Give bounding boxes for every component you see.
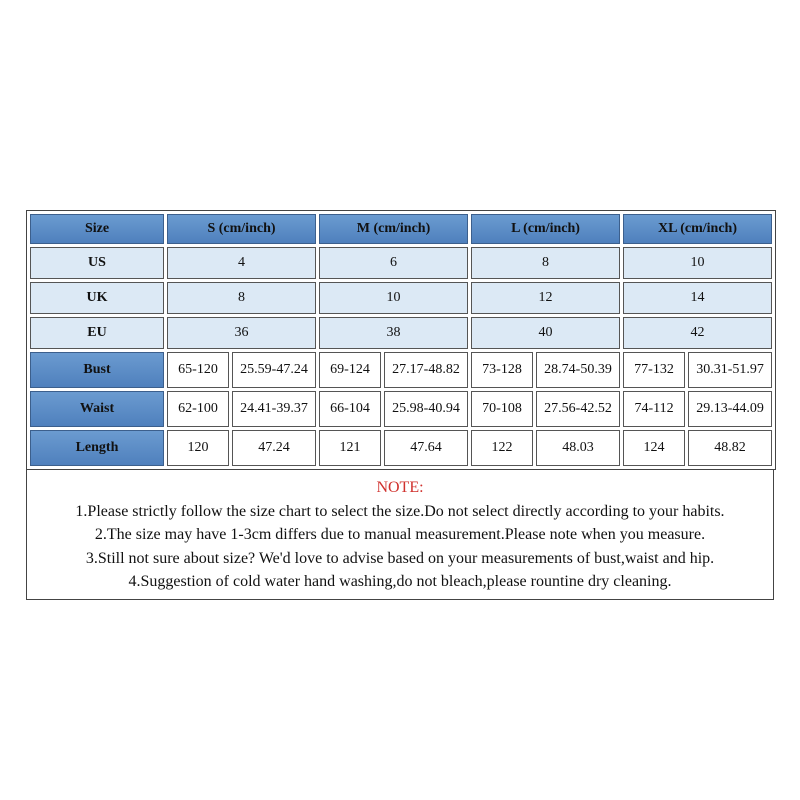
- cell-cm: 69-124: [319, 352, 381, 388]
- row-label: Waist: [30, 391, 164, 427]
- cell: 42: [623, 317, 772, 349]
- cell-inch: 25.59-47.24: [232, 352, 316, 388]
- cell-cm: 122: [471, 430, 533, 466]
- cell-inch: 27.17-48.82: [384, 352, 468, 388]
- note-title: NOTE:: [376, 479, 424, 496]
- cell-inch: 30.31-51.97: [688, 352, 772, 388]
- row-label: UK: [30, 282, 164, 314]
- col-header-l: L (cm/inch): [471, 214, 620, 244]
- note-line-2: 2.The size may have 1-3cm differs due to manual measurement.Please note when you measure.: [94, 526, 706, 543]
- note-line-3: 3.Still not sure about size? We'd love to advise based on your measurements of bust,waist and hip.: [85, 549, 715, 567]
- row-waist: [30, 391, 772, 427]
- cell-inch: 48.82: [688, 430, 772, 466]
- size-table: [26, 210, 776, 470]
- cell-cm: 77-132: [623, 352, 685, 388]
- row-uk: [30, 282, 772, 314]
- cell-inch: 48.03: [536, 430, 620, 466]
- row-us: [30, 247, 772, 279]
- cell: 14: [623, 282, 772, 314]
- cell-cm: 121: [319, 430, 381, 466]
- cell-cm: 66-104: [319, 391, 381, 427]
- cell: 10: [319, 282, 468, 314]
- row-label: US: [30, 247, 164, 279]
- cell-cm: 120: [167, 430, 229, 466]
- header-row: [30, 214, 772, 244]
- cell-inch: 28.74-50.39: [536, 352, 620, 388]
- notes-section: [26, 470, 774, 600]
- note-line-1: 1.Please strictly follow the size chart to select the size.Do not select directly according to your habits.: [75, 502, 725, 520]
- cell-inch: 47.24: [232, 430, 316, 466]
- cell-inch: 29.13-44.09: [688, 391, 772, 427]
- cell: 8: [167, 282, 316, 314]
- cell-cm: 62-100: [167, 391, 229, 427]
- cell-inch: 24.41-39.37: [232, 391, 316, 427]
- col-header-s: S (cm/inch): [167, 214, 316, 244]
- cell: 40: [471, 317, 620, 349]
- row-eu: [30, 317, 772, 349]
- col-header-m: M (cm/inch): [319, 214, 468, 244]
- cell-cm: 65-120: [167, 352, 229, 388]
- cell: 12: [471, 282, 620, 314]
- row-length: [30, 430, 772, 466]
- size-header: Size: [30, 214, 164, 244]
- cell-inch: 27.56-42.52: [536, 391, 620, 427]
- row-bust: [30, 352, 772, 388]
- cell: 10: [623, 247, 772, 279]
- cell: 36: [167, 317, 316, 349]
- cell-cm: 124: [623, 430, 685, 466]
- cell: 6: [319, 247, 468, 279]
- cell-inch: 25.98-40.94: [384, 391, 468, 427]
- row-label: EU: [30, 317, 164, 349]
- cell-inch: 47.64: [384, 430, 468, 466]
- cell-cm: 73-128: [471, 352, 533, 388]
- cell: 38: [319, 317, 468, 349]
- note-line-4: 4.Suggestion of cold water hand washing,do not bleach,please rountine dry cleaning.: [128, 573, 672, 590]
- col-header-xl: XL (cm/inch): [623, 214, 772, 244]
- row-label: Length: [30, 430, 164, 466]
- cell-cm: 74-112: [623, 391, 685, 427]
- cell-cm: 70-108: [471, 391, 533, 427]
- cell: 8: [471, 247, 620, 279]
- cell: 4: [167, 247, 316, 279]
- size-chart: [26, 210, 776, 600]
- row-label: Bust: [30, 352, 164, 388]
